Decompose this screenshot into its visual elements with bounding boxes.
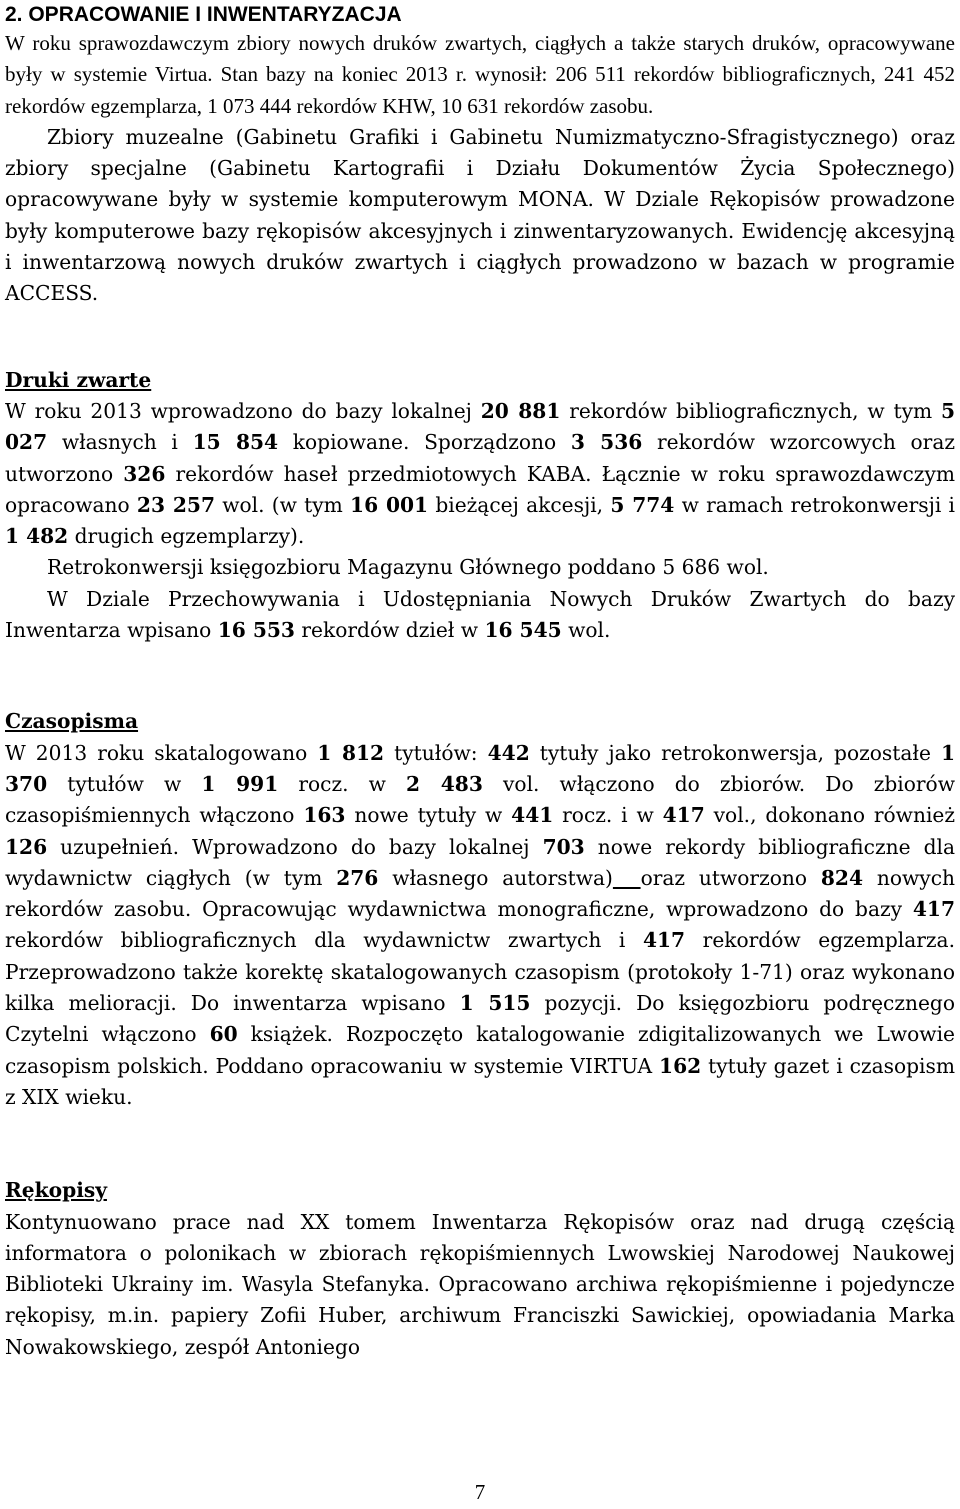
heading-rekopisy: Rękopisy <box>5 1178 107 1203</box>
rekopisy-paragraph: Kontynuowano prace nad XX tomem Inwentarza Rękopisów oraz nad drugą częścią informatora o polonikach w zbiorach rękopiśmiennych Lwowskiej Narodowej Naukowej Biblioteki Ukrainy im. Wasyla Stefanyka. Opracowano archiwa rękopiśmienne i pojedyncze rękopisy, m.in. papiery Zofii Huber, archiwum Franciszki Sawickiej, opowiadania Marka Nowakowskiego, zespół Antoniego <box>5 1209 955 1359</box>
druki-paragraph: W roku 2013 wprowadzono do bazy lokalnej 20 881 rekordów bibliograficznych, w tym 5 027 własnych i 15 854 kopiowane. Sporządzono 3 536 rekordów wzorcowych oraz utworzono 326 rekordów haseł przedmiotowych KABA. Łącznie w roku sprawozdawczym opracowano 23 257 wol. (w tym 16 001 bieżącej akcesji, 5 774 w ramach retrokonwersji i 1 482 drugich egzemplarzy). <box>5 398 956 549</box>
czasopisma-paragraph: W 2013 roku skatalogowano 1 812 tytułów: 442 tytuły jako retrokonwersja, pozostałe 1 370 tytułów w 1 991 rocz. w 2 483 vol. włączono do zbiorów. Do zbiorów czasopiśmiennych włączono 163 nowe tytuły w 441 rocz. i w 417 vol., dokonano również 126 uzupełnień. Wprowadzono do bazy lokalnej 703 nowe rekordy bibliograficzne dla wydawnictw ciągłych (w tym 276 własnego autorstwa) oraz utworzono 824 nowych rekordów zasobu. Opracowując wydawnictwa monograficzne, wprowadzono do bazy 417 rekordów bibliograficznych dla wydawnictw zwartych i 417 rekordów egzemplarza. Przeprowadzono także korektę skatalogowanych czasopism (protokoły 1-71) oraz wykonano kilka melioracji. Do inwentarza wpisano 1 515 pozycji. Do księgozbioru podręcznego Czytelni włączono 60 książek. Rozpoczęto katalogowanie zdigitalizowanych we Lwowie czasopism polskich. Poddano opracowaniu w systemie VIRTUA 162 tytuły gazet i czasopism z XIX wieku. <box>5 740 955 1109</box>
page-number: 7 <box>474 1480 486 1504</box>
intro-paragraph: W roku sprawozdawczym zbiory nowych druków zwartych, ciągłych a także starych druków, opracowywane były w systemie Virtua. Stan bazy na koniec 2013 r. wynosił: 206 511 rekordów bibliograficznych, 241 452 rekordów egzemplarza, 1 073 444 rekordów KHW, 10 631 rekordów zasobu. <box>5 31 955 118</box>
document-page <box>5 0 955 1363</box>
section-title: 2. OPRACOWANIE I INWENTARYZACJA <box>5 3 402 26</box>
heading-druki-zwarte: Druki zwarte <box>5 367 152 392</box>
heading-czasopisma: Czasopisma <box>5 709 139 734</box>
museum-collections-paragraph: Zbiory muzealne (Gabinetu Grafiki i Gabinetu Numizmatyczno-Sfragistycznego) oraz zbiory specjalne (Gabinetu Kartografii i Działu Dokumentów Życia Społecznego) opracowywane były w systemie komputerowym MONA. W Dziale Rękopisów prowadzone były komputerowe bazy rękopisów akcesyjnych i zinwentaryzowanych. Ewidencję akcesyjną i inwentarzową nowych druków zwartych i ciągłych prowadzono w bazach w programie ACCESS. <box>5 124 955 306</box>
inwentarz-paragraph: W Dziale Przechowywania i Udostępniania Nowych Druków Zwartych do bazy Inwentarza wpisano 16 553 rekordów dzieł w 16 545 wol. <box>5 586 955 643</box>
spacer <box>5 646 955 706</box>
spacer <box>5 1113 955 1175</box>
retrokonwersja-paragraph: Retrokonwersji księgozbioru Magazynu Głównego poddano 5 686 wol. <box>47 555 769 580</box>
spacer <box>5 310 955 365</box>
